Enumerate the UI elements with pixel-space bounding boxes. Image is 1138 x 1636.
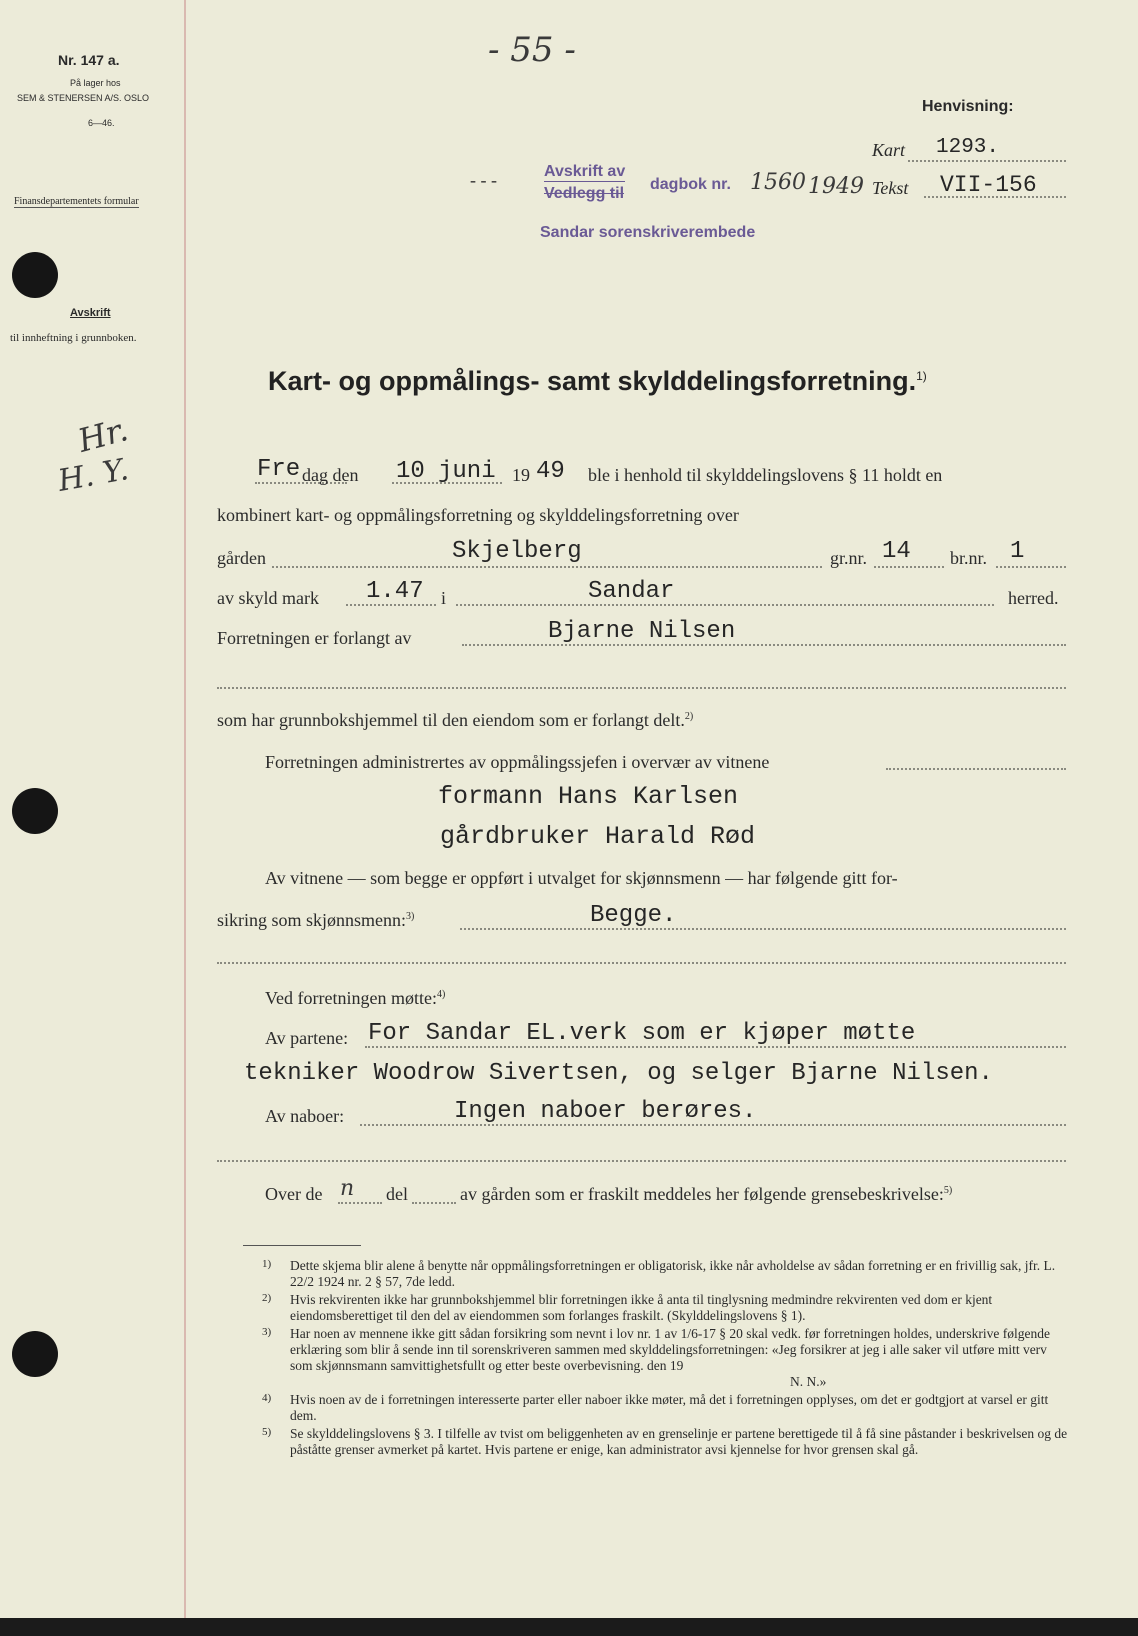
grnr-value: 14 [882,538,911,565]
forlangt-value: Bjarne Nilsen [548,618,736,645]
punch-hole-middle [12,788,58,834]
document-title [268,366,927,397]
over-del: del [386,1184,408,1204]
kart-label: Kart [872,140,906,160]
motte-note: 4) [436,989,446,1000]
footnote-2-number: 2) [262,1292,272,1304]
partene-value-1: For Sandar EL.verk som er kjøper møtte [368,1020,916,1047]
form-publisher-line1: På lager hos [70,78,121,88]
over-note: 5) [943,1185,953,1196]
form-date-code: 6—46. [88,118,115,128]
i-label: i [441,588,447,608]
grunnbok-text: som har grunnbokshjemmel til den eiendom som er forlangt delt. [217,710,685,730]
motte-label: Ved forretningen møtte: [265,988,437,1008]
form-department: Finansdepartementets formular [14,196,139,207]
garden-value: Skjelberg [452,538,582,565]
date-day: 10 [396,458,425,485]
footnote-3-signature [262,1374,1068,1390]
motte-line [265,988,445,1009]
grunnbok-line [217,710,693,731]
vitnene-value: Begge. [590,902,677,929]
title-note: 1) [916,369,927,383]
intro-line2: kombinert kart- og oppmålingsforretning og skylddelingsforretning over [217,505,739,525]
over-rest-line [460,1184,952,1205]
admin-line: Forretningen administrertes av oppmålingssjefen i overvær av vitnene [265,752,770,772]
stamp-dagbok-label: dagbok nr. [650,176,731,193]
page-number: - 55 - [488,30,576,70]
stamp-line1: Avskrift av [544,163,626,180]
day-value: Fre [257,456,301,483]
witness-1: formann Hans Karlsen [438,782,739,811]
kart-value: 1293. [936,136,1000,159]
naboer-value: Ingen naboer berøres. [454,1098,757,1125]
stamp-dashes: - - - [470,170,497,190]
footnote-1-number: 1) [262,1258,272,1270]
intro-rest: ble i henhold til skylddelingslovens § 11 holdt en [588,465,943,485]
herred-label: herred. [1008,588,1059,608]
form-copy-note: til innheftning i grunnboken. [10,332,137,344]
footnotes [262,1258,1068,1460]
footnote-4-number: 4) [262,1392,272,1404]
footnote-3-signature-number [262,1374,290,1390]
witness-2: gårdbruker Harald Rød [440,822,756,851]
footnote-3-signature-text: N. N.» [790,1374,827,1389]
over-rest: av gården som er fraskilt meddeles her følgende grensebeskrivelse: [460,1184,944,1204]
footnote-rule [243,1245,361,1246]
footnote-3 [262,1326,1068,1374]
title-text: Kart- og oppmålings- samt skylddelingsforretning. [268,366,917,396]
footnote-5 [262,1426,1068,1458]
footnote-5-number: 5) [262,1426,272,1438]
herred-value: Sandar [588,578,675,605]
margin-initials-1: Hr. [73,410,132,460]
margin-initials-2: H. Y. [55,452,132,499]
form-number: Nr. 147 a. [58,52,120,68]
footnote-1 [262,1258,1068,1290]
stamp-line2: Sandar sorenskriverembede [540,224,756,241]
skyld-label: av skyld mark [217,588,319,608]
vitnene-line1: Av vitnene — som begge er oppført i utvalget for skjønnsmenn — har følgende gitt for- [265,868,898,888]
footnote-1-text: Dette skjema blir alene å benytte når oppmålingsforretningen er obligatorisk, ikke når avholdelse av sådan forretning er en frivillig sak, jfr. L. 22/2 1924 nr. 2 § 57, 7de ledd. [290,1258,1056,1289]
stamp-dagbok-number: 1560 [750,170,806,195]
tekst-label: Tekst [872,178,909,198]
garden-label: gården [217,548,266,568]
reference-heading: Henvisning: [922,98,1014,115]
year-prefix: 19 [512,465,530,485]
footnote-3-number: 3) [262,1326,272,1338]
over-value: n [340,1176,355,1201]
year-suffix: 49 [536,458,565,485]
partene-label: Av partene: [265,1028,349,1048]
naboer-label: Av naboer: [265,1106,345,1126]
tekst-value: VII-156 [940,172,1037,198]
vitnene-line2 [217,910,414,931]
stamp-dagbok-year: 1949 [808,174,864,199]
forlangt-label: Forretningen er forlangt av [217,628,412,648]
margin-rule [184,0,186,1618]
punch-hole-top [12,252,58,298]
footnote-2 [262,1292,1068,1324]
brnr-value: 1 [1010,538,1025,565]
vitnene-line2-text: sikring som skjønnsmenn: [217,910,407,930]
form-copy-title: Avskrift [70,307,111,319]
grnr-label: gr.nr. [830,548,868,568]
footnote-2-text: Hvis rekvirenten ikke har grunnbokshjemmel blir forretningen ikke å anta til tinglysning medmindre rekvirenten ved dom er kjent eiendomsberettiget til den del av eiendommen som forlanges fraskilt. (Skylddelingslovens § 1). [290,1292,993,1323]
brnr-label: br.nr. [950,548,988,568]
footnote-4 [262,1392,1068,1424]
punch-hole-bottom [12,1331,58,1377]
skyld-value: 1.47 [366,578,424,605]
date-month: juni [438,458,496,485]
over-label: Over de [265,1184,323,1204]
footnote-5-text: Se skylddelingslovens § 3. I tilfelle av tvist om beliggenheten av en grenselinje er partene berettigede til å få sine påstander i beskrivelsen og de påståtte grenser avmerket på kartet. Hvis partene er enige, kan administrator avsi kjennelse for hvor grensen skal gå. [290,1426,1068,1457]
vitnene-note: 3) [406,911,415,922]
grunnbok-note: 2) [684,711,694,722]
form-publisher-line2: SEM & STENERSEN A/S. OSLO [17,93,150,103]
footnote-3-text: Har noen av mennene ikke gitt sådan forsikring som nevnt i lov nr. 1 av 1/6-17 § 20 skal vedk. før forretningen holdes, underskrive følgende erklæring som blir å sende inn til sorenskriveren sammen med skylddelingsforretningen: «Jeg forsikrer at jeg i alle saker vil utføre mitt verv som skjønnsmann samvittighetsfullt og etter beste overbevisning. den 19 [290,1326,1050,1373]
partene-value-2: tekniker Woodrow Sivertsen, og selger Bjarne Nilsen. [244,1060,993,1087]
dag-den-label: dag den [302,465,359,485]
footnote-4-text: Hvis noen av de i forretningen interesserte parter eller naboer ikke møter, må det i forretningen opplyses, om det er godtgjort at varsel er gitt dem. [290,1392,1049,1423]
stamp-line1-struck: Vedlegg til [544,185,625,202]
